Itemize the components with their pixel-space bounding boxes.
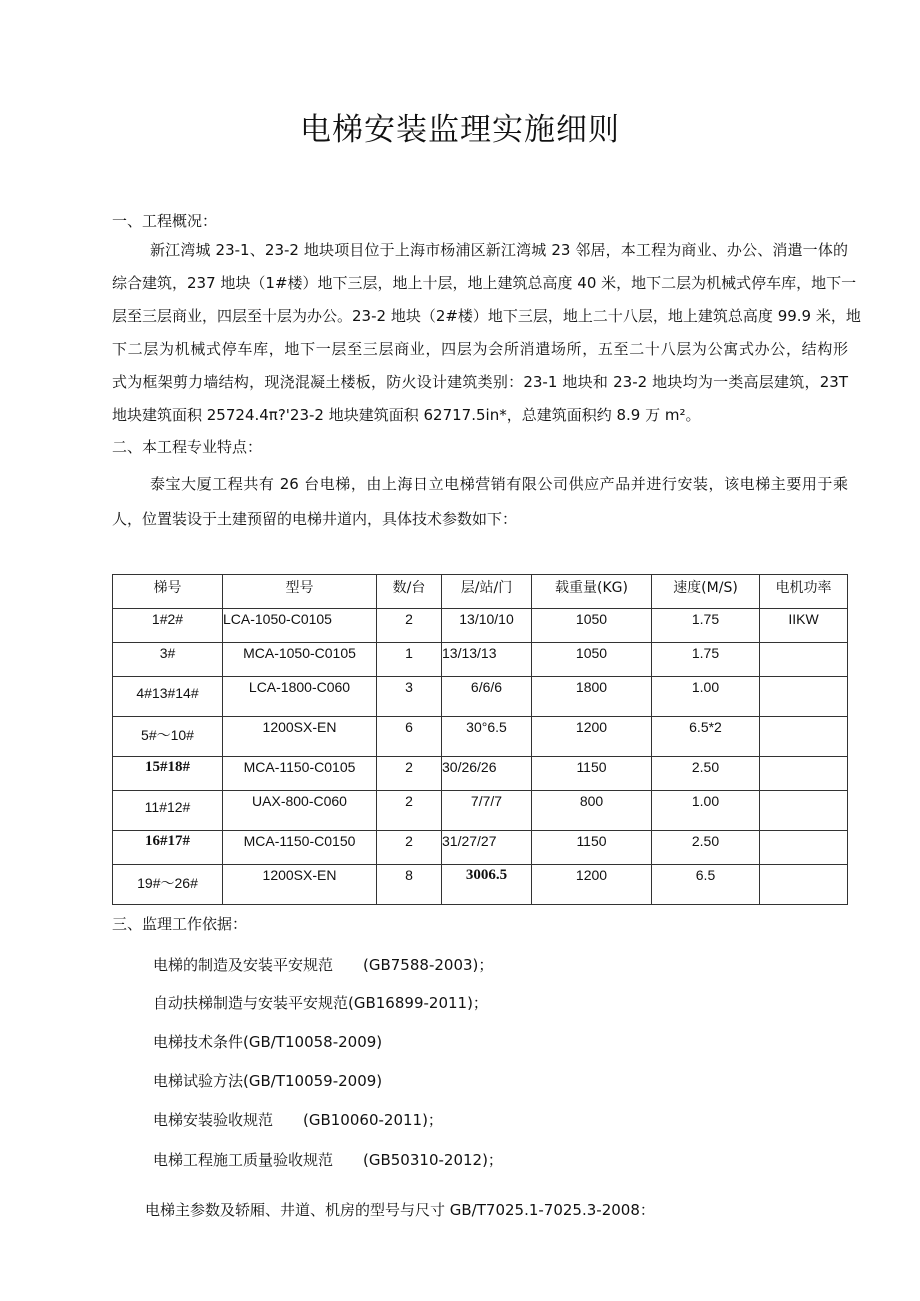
paragraph-line: 新江湾城 23-1、23-2 地块项目位于上海市杨浦区新江湾城 23 邻居，本工程为商业、办公、消遣一体的: [150, 241, 848, 259]
table-cell: 13/13/13: [442, 643, 532, 677]
standard-item: 自动扶梯制造与安装平安规范(GB16899-2011)；: [153, 994, 488, 1012]
table-cell: 1.75: [652, 643, 760, 677]
table-cell: MCA-1150-C0150: [223, 831, 377, 865]
section-heading-overview: 一、工程概况：: [112, 212, 218, 230]
table-cell: [760, 717, 848, 757]
table-cell: 3: [377, 677, 442, 717]
paragraph-line: 式为框架剪力墙结构，现浇混凝土楼板，防火设计建筑类别：23-1 地块和 23-2 地块均为一类高层建筑，23T: [112, 373, 848, 391]
table-cell: 6: [377, 717, 442, 757]
table-cell: 1200: [532, 717, 652, 757]
standard-item: 电梯工程施工质量验收规范 (GB50310-2012)；: [153, 1151, 503, 1169]
table-cell: 2: [377, 609, 442, 643]
table-cell: [760, 643, 848, 677]
table-cell: 800: [532, 791, 652, 831]
table-cell: [760, 865, 848, 905]
column-header: 电机功率: [760, 575, 848, 609]
paragraph-line: 层至三层商业，四层至十层为办公。23-2 地块（2#楼）地下三层，地上二十八层，地上建筑总高度 99.9 米，地: [112, 307, 861, 325]
table-cell: 16#17#: [113, 831, 223, 865]
table-cell: [760, 677, 848, 717]
table-cell: 1050: [532, 643, 652, 677]
table-cell: [760, 831, 848, 865]
table-cell: 6.5*2: [652, 717, 760, 757]
table-cell: UAX-800-C060: [223, 791, 377, 831]
table-cell: 1200SX-EN: [223, 717, 377, 757]
table-cell: 2.50: [652, 831, 760, 865]
table-cell: LCA-1800-C060: [223, 677, 377, 717]
table-row: [113, 677, 848, 717]
elevator-spec-table: [112, 574, 848, 905]
table-cell: MCA-1050-C0105: [223, 643, 377, 677]
section-heading-basis: 三、监理工作依据：: [112, 915, 248, 933]
page-title: 电梯安装监理实施细则: [300, 112, 620, 148]
table-cell: 1050: [532, 609, 652, 643]
table-row: [113, 609, 848, 643]
table-cell: 19#～26#: [113, 865, 223, 905]
table-cell: 1: [377, 643, 442, 677]
table-cell: 2: [377, 791, 442, 831]
table-cell: 8: [377, 865, 442, 905]
table-cell: 1800: [532, 677, 652, 717]
table-cell: 1.00: [652, 791, 760, 831]
table-cell: 3006.5: [442, 865, 532, 905]
table-cell: 2: [377, 757, 442, 791]
table-header-row: [113, 575, 848, 609]
standard-item: 电梯技术条件(GB/T10058-2009): [153, 1033, 383, 1051]
column-header: 型号: [223, 575, 377, 609]
table-cell: 15#18#: [113, 757, 223, 791]
paragraph-line: 下二层为机械式停车库，地下一层至三层商业，四层为会所消遣场所，五至二十八层为公寓式办公，结构形: [112, 340, 848, 358]
table-cell: 1200SX-EN: [223, 865, 377, 905]
column-header: 数/台: [377, 575, 442, 609]
table-cell: 1200: [532, 865, 652, 905]
table-row: [113, 865, 848, 905]
table-cell: 5#～10#: [113, 717, 223, 757]
column-header: 速度(M/S): [652, 575, 760, 609]
table-cell: 2.50: [652, 757, 760, 791]
table-cell: MCA-1150-C0105: [223, 757, 377, 791]
paragraph-line: 人，位置装设于土建预留的电梯井道内，具体技术参数如下：: [112, 510, 518, 528]
table-cell: 13/10/10: [442, 609, 532, 643]
table-row: [113, 831, 848, 865]
standard-item: 电梯试验方法(GB/T10059-2009): [153, 1072, 383, 1090]
table-row: [113, 717, 848, 757]
table-cell: 31/27/27: [442, 831, 532, 865]
paragraph-line: 地块建筑面积 25724.4π?'23-2 地块建筑面积 62717.5in*，总建筑面积约 8.9 万 m²。: [112, 406, 701, 424]
table-cell: IIKW: [760, 609, 848, 643]
table-cell: 1#2#: [113, 609, 223, 643]
column-header: 层/站/门: [442, 575, 532, 609]
standard-item: 电梯主参数及轿厢、井道、机房的型号与尺寸 GB/T7025.1-7025.3-2008：: [145, 1201, 655, 1219]
table-cell: 30/26/26: [442, 757, 532, 791]
table-cell: 4#13#14#: [113, 677, 223, 717]
table-cell: 11#12#: [113, 791, 223, 831]
table-row: [113, 791, 848, 831]
standard-item: 电梯的制造及安装平安规范 (GB7588-2003)；: [153, 956, 494, 974]
table-cell: 1150: [532, 757, 652, 791]
table-cell: 6/6/6: [442, 677, 532, 717]
table-cell: 7/7/7: [442, 791, 532, 831]
section-heading-features: 二、本工程专业特点：: [112, 438, 263, 456]
table-cell: 1.75: [652, 609, 760, 643]
table-row: [113, 643, 848, 677]
table-cell: 3#: [113, 643, 223, 677]
paragraph-line: 泰宝大厦工程共有 26 台电梯，由上海日立电梯营销有限公司供应产品并进行安装，该电梯主要用于乘: [150, 475, 848, 493]
paragraph-line: 综合建筑，237 地块（1#楼）地下三层，地上十层，地上建筑总高度 40 米，地下二层为机械式停车库，地下一: [112, 274, 857, 292]
table-cell: 2: [377, 831, 442, 865]
table-cell: LCA-1050-C0105: [223, 609, 377, 643]
table-cell: [760, 757, 848, 791]
table-cell: [760, 791, 848, 831]
table-cell: 30°6.5: [442, 717, 532, 757]
table-cell: 1.00: [652, 677, 760, 717]
standard-item: 电梯安装验收规范 (GB10060-2011)；: [153, 1111, 443, 1129]
column-header: 载重量(KG): [532, 575, 652, 609]
table-row: [113, 757, 848, 791]
table-cell: 1150: [532, 831, 652, 865]
table-cell: 6.5: [652, 865, 760, 905]
column-header: 梯号: [113, 575, 223, 609]
